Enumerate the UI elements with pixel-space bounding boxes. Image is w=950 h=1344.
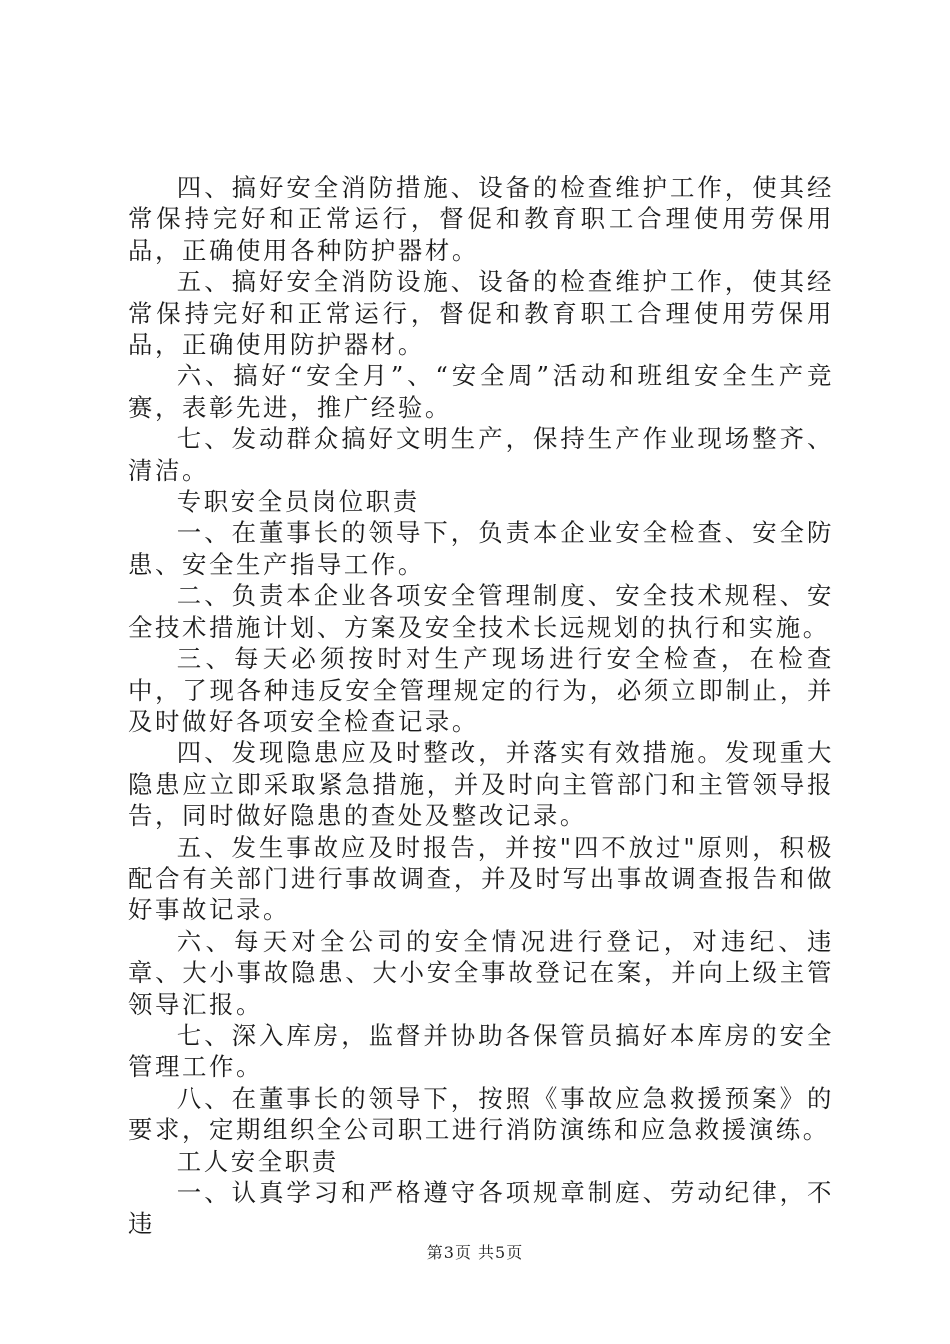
page-number-footer: 第3页 共5页 [426,1243,524,1262]
paragraph-officer-3: 三、每天必须按时对生产现场进行安全检查，在检查中，了现各种违反安全管理规定的行为，必须立即制止，并及时做好各项安全检查记录。 [128,644,834,736]
paragraph-officer-4: 四、发现隐患应及时整改，并落实有效措施。发现重大隐患应立即采取紧急措施，并及时向主管部门和主管领导报告，同时做好隐患的查处及整改记录。 [128,738,834,831]
paragraph-officer-2: 二、负责本企业各项安全管理制度、安全技术规程、安全技术措施计划、方案及安全技术长远规划的执行和实施。 [128,581,834,642]
paragraph-item-7: 七、发动群众搞好文明生产，保持生产作业现场整齐、清洁。 [128,424,834,485]
section-heading-safety-officer: 专职安全员岗位职责 [176,487,420,517]
paragraph-officer-8: 八、在董事长的领导下，按照《事故应急救援预案》的要求，定期组织全公司职工进行消防演练和应急救援演练。 [128,1083,834,1145]
paragraph-item-4: 四、搞好安全消防措施、设备的检查维护工作，使其经常保持完好和正常运行，督促和教育职工合理使用劳保用品，正确使用各种防护器材。 [128,173,834,265]
document-body [128,172,834,1240]
section-heading-worker-safety: 工人安全职责 [176,1146,339,1176]
paragraph-officer-7: 七、深入库房，监督并协助各保管员搞好本库房的安全管理工作。 [128,1020,834,1082]
paragraph-officer-6: 六、每天对全公司的安全情况进行登记，对违纪、违章、大小事故隐患、大小安全事故登记在案，并向上级主管领导汇报。 [128,926,834,1019]
paragraph-item-5: 五、搞好安全消防设施、设备的检查维护工作，使其经常保持完好和正常运行，督促和教育职工合理使用劳保用品，正确使用防护器材。 [128,267,834,360]
paragraph-worker-1: 一、认真学习和严格遵守各项规章制庭、劳动纪律，不违 [128,1178,834,1239]
paragraph-officer-1: 一、在董事长的领导下，负责本企业安全检查、安全防患、安全生产指导工作。 [128,518,834,579]
paragraph-item-6: 六、搞好“安全月”、“安全周”活动和班组安全生产竞赛，表彰先进，推广经验。 [128,361,834,422]
paragraph-officer-5: 五、发生事故应及时报告，并按"四不放过"原则，积极配合有关部门进行事故调查，并及时写出事故调查报告和做好事故记录。 [128,832,834,925]
